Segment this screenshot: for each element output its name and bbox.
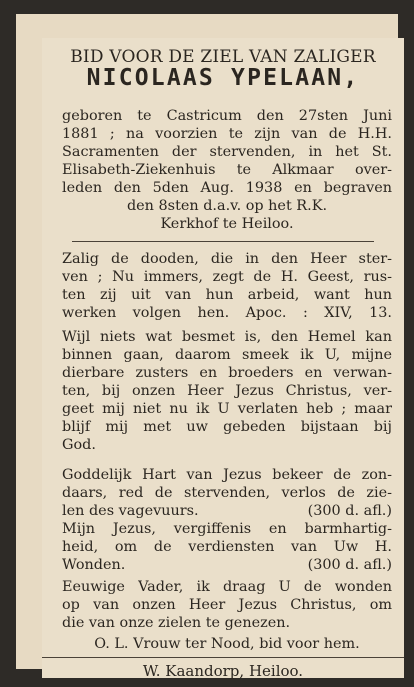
- divider-bottom: [42, 657, 404, 658]
- prayer-line: dierbare zusters en broeders en verwan-: [62, 365, 392, 381]
- bio-line: leden den 5den Aug. 1938 en begraven: [62, 180, 392, 196]
- closing-line: O. L. Vrouw ter Nood, bid voor hem.: [94, 636, 360, 652]
- prayer-line: heid, om de verdiensten van Uw H.: [62, 539, 392, 555]
- prayer-line: Wijl niets wat besmet is, den Hemel kan: [62, 329, 392, 345]
- closing-invocation: [62, 635, 392, 653]
- biography: [62, 107, 392, 233]
- bio-line: den 8sten d.a.v. op het R.K.: [126, 198, 328, 214]
- prayer-line: Wonden.: [62, 557, 126, 573]
- prayer-line: blijf mij met uw gebeden bijstaan bij: [62, 419, 392, 435]
- prayer-line: God.: [62, 437, 96, 453]
- prayer-line: Zalig de dooden, die in den Heer ster-: [62, 251, 392, 267]
- printer-credit: W. Kaandorp, Heiloo.: [142, 662, 304, 680]
- bio-line: geboren te Castricum den 27sten Juni: [62, 108, 392, 124]
- prayer-line: ven ; Nu immers, zegt de H. Geest, rus-: [62, 269, 392, 285]
- prayer-line: die van onze zielen te genezen.: [62, 615, 291, 631]
- card-inner: [42, 38, 404, 678]
- bio-line: Kerkhof te Heiloo.: [160, 216, 294, 232]
- prayer-line: Eeuwige Vader, ik draag U de wonden: [62, 579, 392, 595]
- prayer-line-with-indulgence: [62, 556, 392, 574]
- prayer-line: Mijn Jezus, vergiffenis en barmhartig-: [62, 521, 392, 537]
- prayer-line: werken volgen hen. Apoc. : XIV, 13.: [62, 305, 392, 321]
- prayer-line: ten zij uit van hun arbeid, want hun: [62, 287, 392, 303]
- indulgence-note: (300 d. afl.): [307, 557, 392, 573]
- prayer-line: daars, red de stervenden, verlos de zie-: [62, 485, 392, 501]
- indulgence-note: (300 d. afl.): [307, 503, 392, 519]
- prayer-wijl: [62, 328, 392, 454]
- prayer-line-with-indulgence: [62, 502, 392, 520]
- header-line: BID VOOR DE ZIEL VAN ZALIGER: [70, 47, 376, 67]
- divider-top: [72, 241, 374, 242]
- deceased-name: NICOLAAS YPELAAN,: [86, 65, 360, 91]
- prayer-hart: [62, 466, 392, 574]
- bio-line: 1881 ; na voorzien te zijn van de H.H.: [62, 126, 392, 142]
- bio-line: Sacramenten der stervenden, in het St.: [62, 144, 392, 160]
- prayer-zalig: [62, 250, 392, 322]
- prayer-line: binnen gaan, daarom smeek ik U, mijne: [62, 347, 392, 363]
- prayer-eeuwige: [62, 578, 392, 632]
- bio-line: Elisabeth-Ziekenhuis te Alkmaar over-: [62, 162, 392, 178]
- prayer-line: Goddelijk Hart van Jezus bekeer de zon-: [62, 467, 392, 483]
- prayer-line: len des vagevuurs.: [62, 503, 199, 519]
- prayer-line: op van onzen Heer Jezus Christus, om: [62, 597, 392, 613]
- prayer-line: geet mij niet nu ik U verlaten heb ; maar: [62, 401, 392, 417]
- prayer-line: ten, bij onzen Heer Jezus Christus, ver-: [62, 383, 392, 399]
